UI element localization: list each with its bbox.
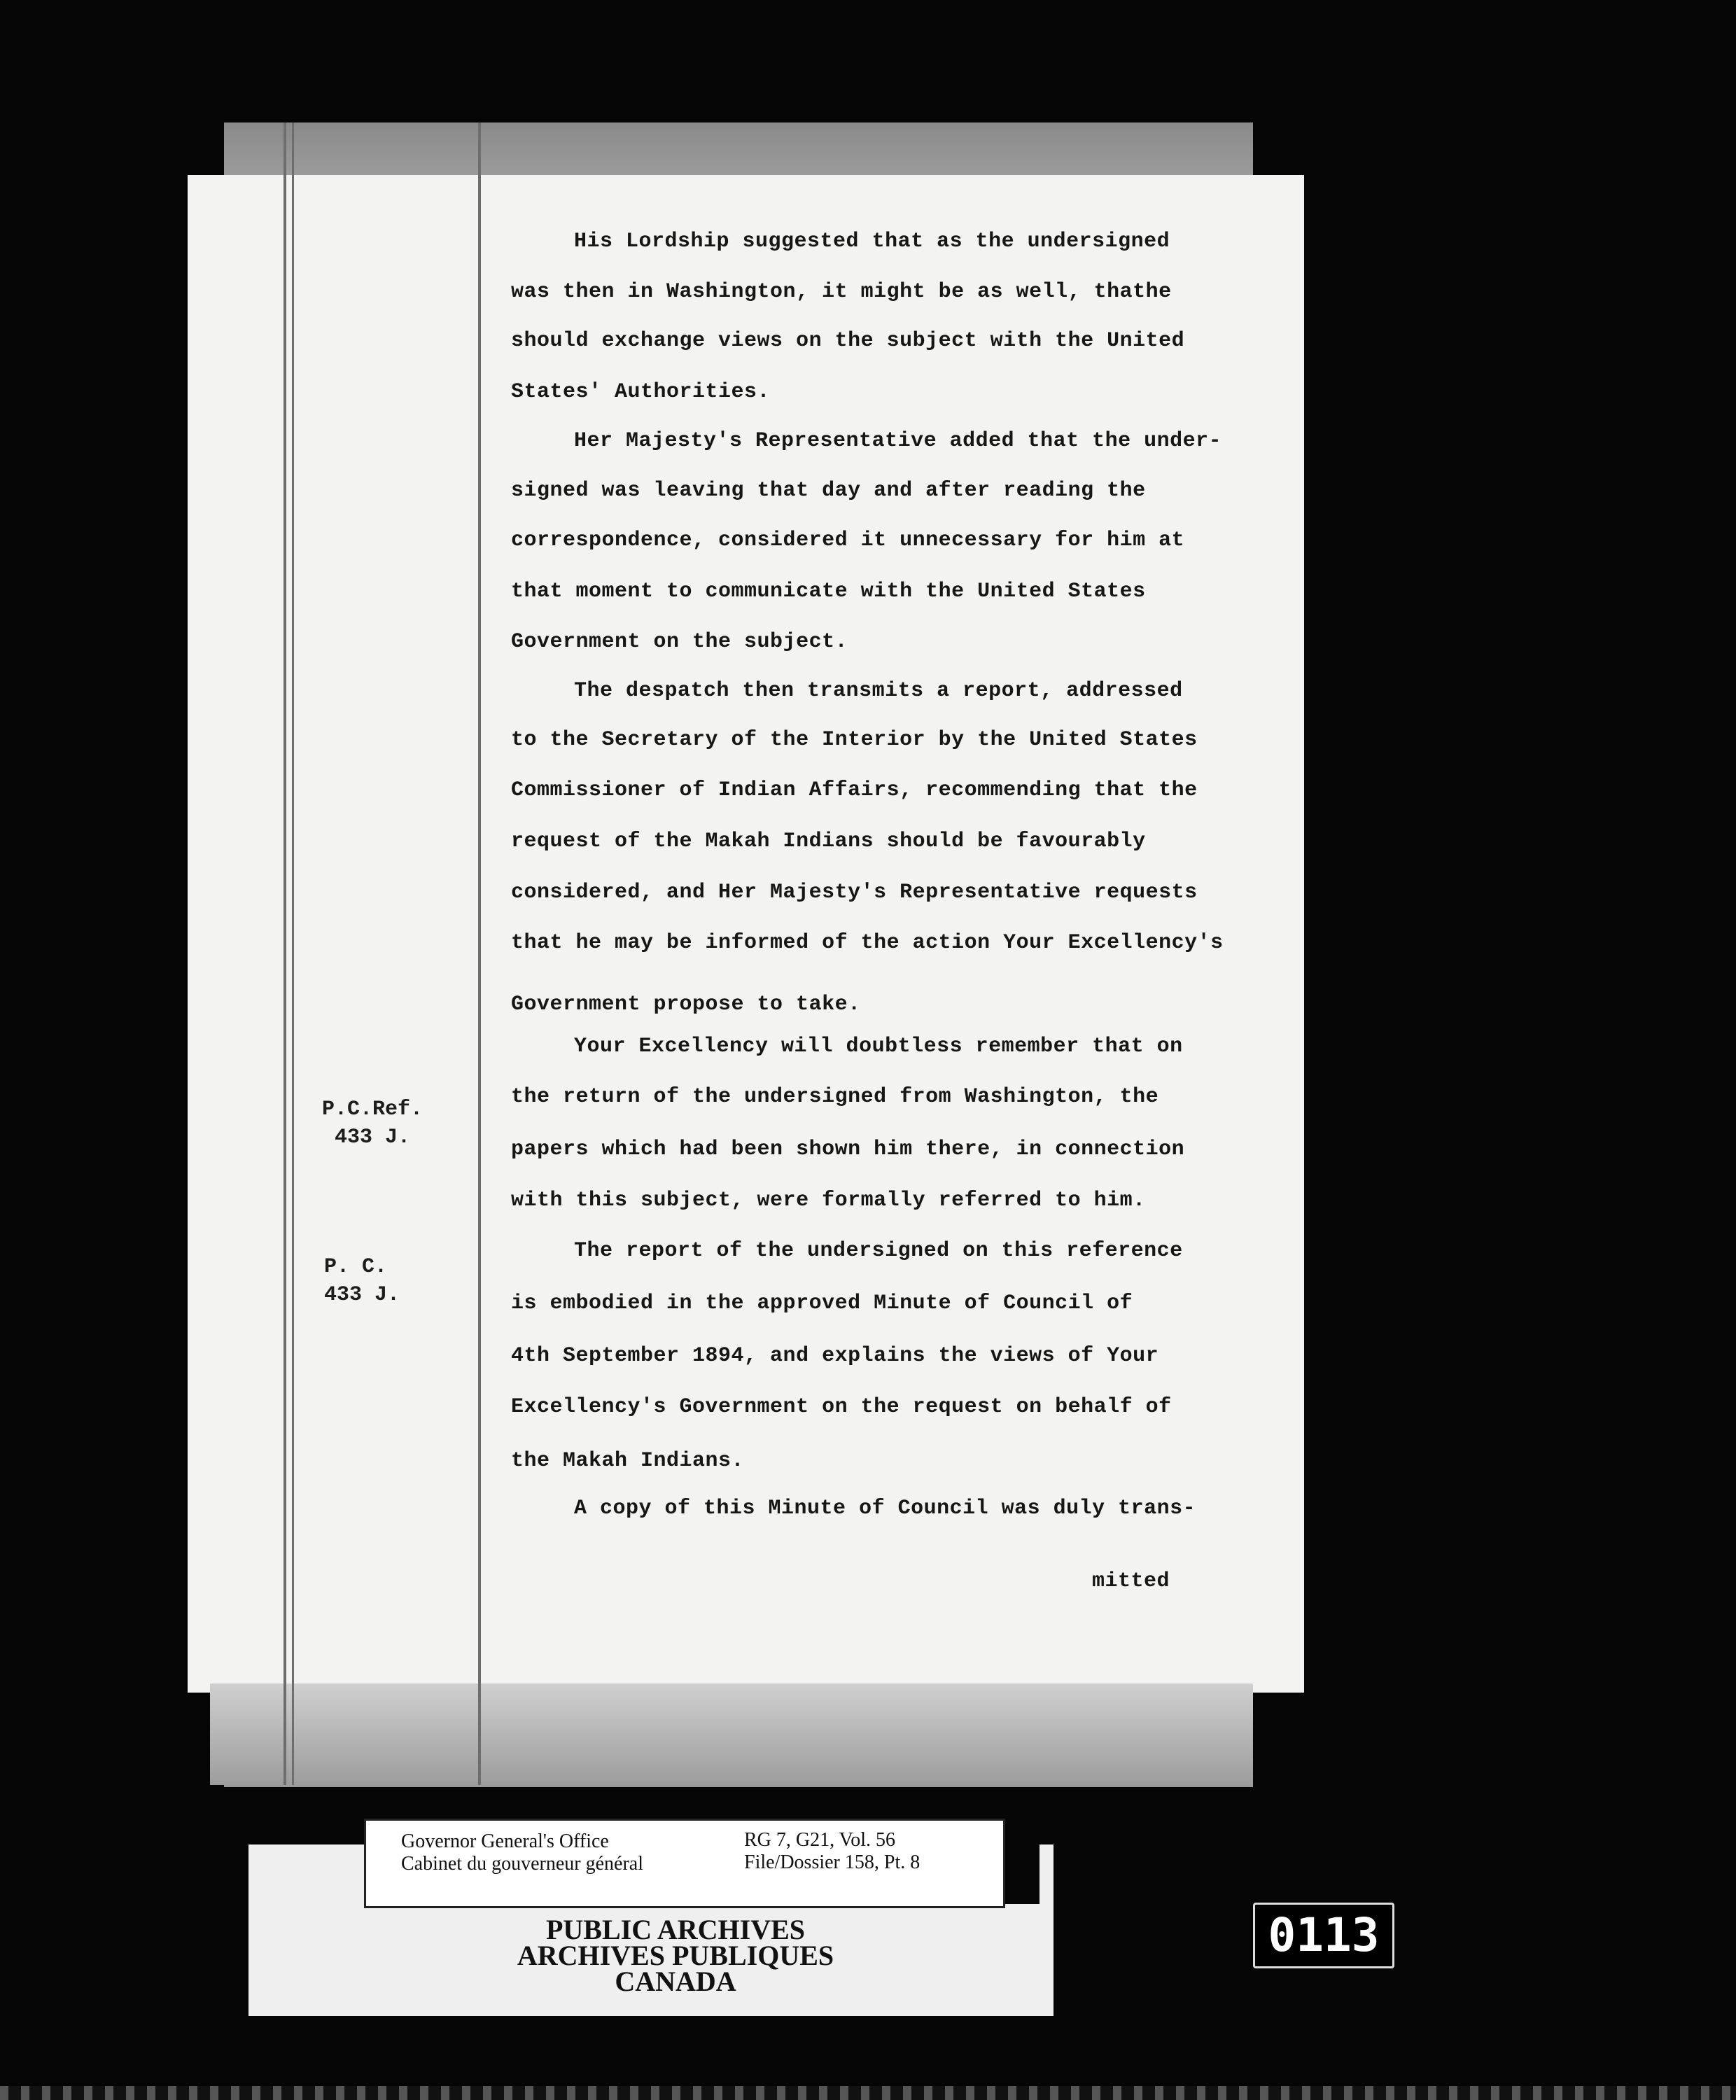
frame-counter-value: 0113 (1268, 1908, 1380, 1962)
text-line: States' Authorities. (511, 380, 771, 404)
archive-stamp-line-2: ARCHIVES PUBLIQUES (517, 1940, 834, 1971)
margin-rule-right (478, 122, 481, 1785)
file-reference: File/Dossier 158, Pt. 8 (744, 1851, 920, 1873)
margin-rule-left-2 (292, 122, 294, 1785)
text-line: Excellency's Government on the request on behalf of (511, 1395, 1172, 1419)
archive-reference-label (364, 1819, 1005, 1908)
office-english: Governor General's Office (401, 1830, 609, 1852)
text-line: with this subject, were formally referred to him. (511, 1189, 1146, 1212)
archive-stamp-line-1: PUBLIC ARCHIVES (545, 1914, 806, 1945)
frame-counter (1253, 1903, 1394, 1968)
margin-rule-left-1 (284, 122, 286, 1785)
text-line: Government propose to take. (511, 993, 861, 1016)
text-line: Government on the subject. (511, 630, 848, 654)
text-line: signed was leaving that day and after reading the (511, 479, 1146, 503)
text-line: Your Excellency will doubtless remember that on (574, 1035, 1183, 1058)
margin-note-pc: P. C. 433 J. (324, 1255, 400, 1307)
film-perforation-edge (0, 2086, 1736, 2100)
text-line: was then in Washington, it might be as well, thathe (511, 280, 1172, 304)
text-line: that moment to communicate with the United States (511, 580, 1146, 603)
text-line: the Makah Indians. (511, 1449, 745, 1473)
text-line: should exchange views on the subject with the United (511, 329, 1185, 353)
text-line: papers which had been shown him there, in connection (511, 1138, 1185, 1161)
page-bottom-shadow (210, 1684, 1253, 1785)
text-line: The report of the undersigned on this reference (574, 1239, 1183, 1263)
text-line: is embodied in the approved Minute of Council of (511, 1292, 1133, 1315)
text-line: A copy of this Minute of Council was duly trans- (574, 1497, 1196, 1520)
catchword: mitted (1092, 1569, 1170, 1593)
text-line: request of the Makah Indians should be favourably (511, 830, 1146, 853)
text-line: The despatch then transmits a report, addressed (574, 679, 1183, 703)
text-line: Her Majesty's Representative added that the under- (574, 429, 1222, 453)
text-line: the return of the undersigned from Washington, the (511, 1085, 1159, 1109)
text-line: Commissioner of Indian Affairs, recommending that the (511, 778, 1198, 802)
office-french: Cabinet du gouverneur général (401, 1853, 643, 1875)
text-line: that he may be informed of the action Your Excellency's (511, 931, 1224, 955)
margin-note-pc-ref: P.C.Ref. 433 J. (322, 1098, 424, 1149)
text-line: to the Secretary of the Interior by the United States (511, 728, 1198, 752)
text-line: His Lordship suggested that as the undersigned (574, 230, 1170, 253)
archive-stamp-line-3: CANADA (615, 1966, 736, 1997)
text-line: considered, and Her Majesty's Representative requests (511, 881, 1198, 904)
record-group-reference: RG 7, G21, Vol. 56 (744, 1829, 896, 1851)
text-line: 4th September 1894, and explains the views of Your (511, 1344, 1159, 1368)
text-line: correspondence, considered it unnecessary for him at (511, 528, 1185, 552)
